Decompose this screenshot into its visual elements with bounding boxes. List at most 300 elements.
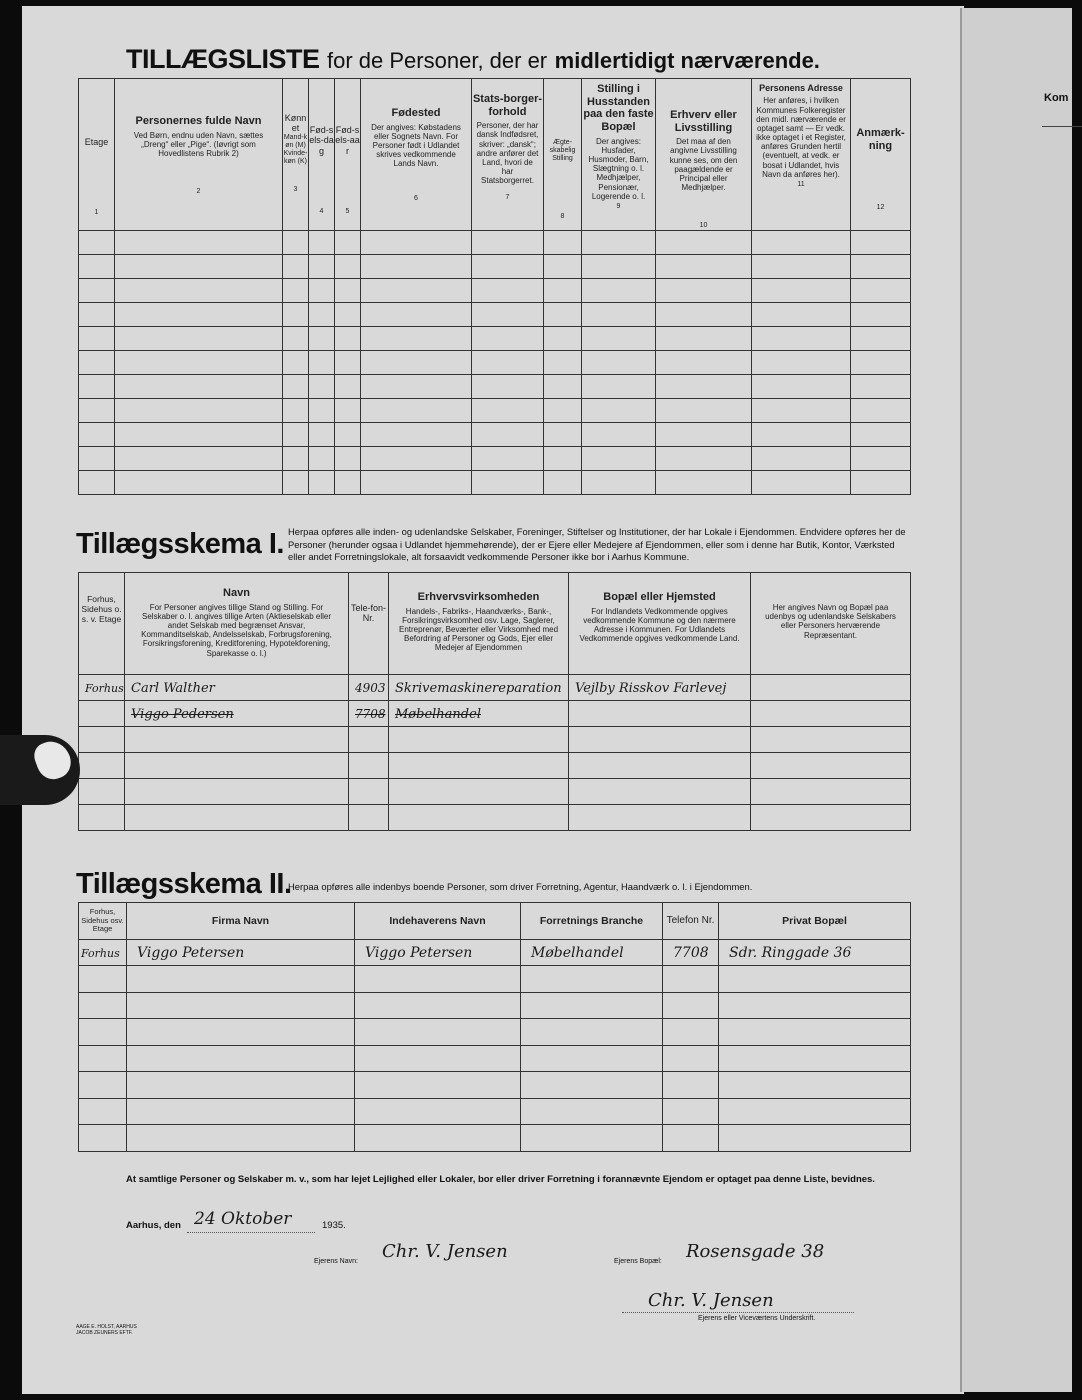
- table-cell: [283, 351, 309, 375]
- adjacent-page-text: Kom: [1044, 92, 1069, 104]
- table-cell: [582, 471, 656, 495]
- table-cell: [851, 423, 911, 447]
- table-cell: [851, 327, 911, 351]
- table-cell: [79, 231, 115, 255]
- table-cell: [309, 327, 335, 351]
- table-row: [79, 231, 911, 255]
- table-cell: [752, 351, 851, 375]
- table-cell: [79, 255, 115, 279]
- table-cell: [751, 727, 911, 753]
- table-cell: [79, 279, 115, 303]
- table-cell: [127, 966, 355, 993]
- table-cell: [663, 939, 719, 966]
- signature-label: Ejerens eller Viceværtens Underskrift.: [698, 1315, 816, 1322]
- table-cell: [355, 939, 521, 966]
- table-cell: [656, 327, 752, 351]
- table-cell: [127, 1072, 355, 1099]
- table-cell: [335, 255, 361, 279]
- table-cell: [663, 1098, 719, 1125]
- table-row: [79, 939, 911, 966]
- table-row: [79, 1098, 911, 1125]
- table-cell: [719, 1098, 911, 1125]
- table-cell: [389, 779, 569, 805]
- table-cell: [355, 1045, 521, 1072]
- table-cell: [389, 675, 569, 701]
- table-cell: [349, 805, 389, 831]
- table-cell: [719, 939, 911, 966]
- thumb-holding-page: [0, 735, 80, 805]
- table-cell: [569, 727, 751, 753]
- handwritten-tlf: 4903: [355, 680, 386, 695]
- table-cell: [751, 753, 911, 779]
- s1-hdr-bopael: Bopæl eller Hjemsted For Indlandets Vedkommende opgives vedkommende Kommune og den nærmere Adresse i Kommunen. For Udlandets Vedkommende opgives vedkommende Land.: [569, 573, 751, 675]
- table-cell: [283, 375, 309, 399]
- table-cell: [851, 303, 911, 327]
- handwritten-navn: Viggo Pedersen: [131, 706, 234, 722]
- year: 1935.: [322, 1220, 346, 1231]
- table-cell: [115, 351, 283, 375]
- adjacent-page-line: [1042, 126, 1082, 127]
- table-cell: [656, 351, 752, 375]
- skema1-intro: Herpaa opføres alle inden- og udenlandske Selskaber, Foreninger, Stiftelser og Institutioner, der har Lokale i Ejendommen. Endvidere opføres her de Personer (herunder ogsaa i Udlandet hjemmehørende), der er Ejere eller Medejere af Ejendommen, eller som i denne har Butik, Kontor, Værksted eller andet Forretningslokale, alt forsaavidt vedkommende Personer ikke bor i Aarhus Kommune.: [288, 526, 906, 563]
- table-cell: [283, 327, 309, 351]
- table-cell: [521, 992, 663, 1019]
- table-cell: [656, 231, 752, 255]
- table-cell: [656, 471, 752, 495]
- main-table: [78, 78, 911, 495]
- handwritten-etage: [79, 708, 85, 721]
- table-cell: [389, 701, 569, 727]
- table-cell: [582, 447, 656, 471]
- table-cell: [79, 966, 127, 993]
- table-cell: [569, 779, 751, 805]
- table-cell: [309, 303, 335, 327]
- table-cell: [125, 779, 349, 805]
- table-cell: [544, 423, 582, 447]
- table-cell: [283, 231, 309, 255]
- table-cell: [752, 255, 851, 279]
- table-cell: [582, 399, 656, 423]
- table-cell: [361, 327, 472, 351]
- table-cell: [309, 279, 335, 303]
- hdr-adresse: Personens Adresse Her anføres, i hvilken Kommunes Folkeregister den midl. nærværende er optaget samt — Er vedk. ikke optaget i et Register, anføres Grunden hertil (eventuelt, at vedk. er bosat i Udlandet, hvis Navn da anføres her). 11: [752, 79, 851, 231]
- table-cell: [544, 255, 582, 279]
- table-cell: [309, 447, 335, 471]
- table-cell: [472, 279, 544, 303]
- table-cell: [719, 992, 911, 1019]
- table-cell: [851, 471, 911, 495]
- table-cell: [656, 447, 752, 471]
- table-cell: [283, 303, 309, 327]
- handwritten-bopael: Vejlby Risskov Farlevej: [575, 680, 727, 696]
- table-cell: [582, 351, 656, 375]
- table-cell: [283, 471, 309, 495]
- table-cell: [582, 423, 656, 447]
- table-cell: [115, 303, 283, 327]
- table-cell: [361, 255, 472, 279]
- table-cell: [355, 966, 521, 993]
- hdr-konnet: Kønnet Mand-køn (M) Kvinde-køn (K) 3: [283, 79, 309, 231]
- table-cell: [663, 1072, 719, 1099]
- hdr-navn: Personernes fulde Navn Ved Børn, endnu uden Navn, sættes „Dreng“ eller „Pige“. (Iøvrigt som Hovedlistens Rubrik 2) 2: [115, 79, 283, 231]
- handwritten-erhverv: Skrivemaskinereparation: [395, 680, 562, 696]
- table-cell: [752, 399, 851, 423]
- table-cell: [355, 992, 521, 1019]
- table-cell: [125, 727, 349, 753]
- table-cell: [851, 255, 911, 279]
- table-cell: [335, 231, 361, 255]
- table-cell: [361, 279, 472, 303]
- table-cell: [309, 471, 335, 495]
- table-cell: [349, 701, 389, 727]
- table-row: [79, 279, 911, 303]
- table-row: [79, 303, 911, 327]
- table-cell: [309, 255, 335, 279]
- table-cell: [719, 1019, 911, 1046]
- table-cell: [544, 375, 582, 399]
- table-cell: [544, 399, 582, 423]
- table-cell: [851, 351, 911, 375]
- table-cell: [656, 399, 752, 423]
- skema2-intro: Herpaa opføres alle indenbys boende Personer, som driver Forretning, Agentur, Haandværk o. l. i Ejendommen.: [288, 881, 753, 892]
- table-cell: [472, 375, 544, 399]
- table-cell: [389, 727, 569, 753]
- table-row: [79, 1019, 911, 1046]
- handwritten-indehaver: Viggo Petersen: [365, 944, 473, 961]
- table-cell: [79, 303, 115, 327]
- table-cell: [349, 727, 389, 753]
- table-cell: [79, 727, 125, 753]
- s2-hdr-bopael: Privat Bopæl: [719, 903, 911, 940]
- table-cell: [79, 992, 127, 1019]
- hdr-erhverv: Erhverv eller Livsstilling Det maa af den angivne Livsstilling kunne ses, om den paagældende er Principal eller Medhjælper. 10: [656, 79, 752, 231]
- table-cell: [283, 255, 309, 279]
- table-cell: [389, 805, 569, 831]
- hdr-fodselsdag: Fød-sels-dag 4: [309, 79, 335, 231]
- table-cell: [125, 805, 349, 831]
- table-cell: [472, 303, 544, 327]
- table-row: [79, 701, 911, 727]
- table-cell: [79, 675, 125, 701]
- table-cell: [656, 303, 752, 327]
- table-cell: [335, 279, 361, 303]
- table-cell: [335, 423, 361, 447]
- table-cell: [125, 753, 349, 779]
- hdr-etage: Etage 1: [79, 79, 115, 231]
- table-cell: [283, 447, 309, 471]
- hdr-aegteskab: Ægte-skabelig Stilling 8: [544, 79, 582, 231]
- table-cell: [752, 303, 851, 327]
- table-cell: [361, 447, 472, 471]
- adjacent-page: [960, 8, 1072, 1392]
- table-row: [79, 327, 911, 351]
- table-row: [79, 255, 911, 279]
- table-cell: [283, 399, 309, 423]
- skema2-header-row: [79, 903, 911, 940]
- place-label: Aarhus, den: [126, 1220, 181, 1231]
- table-cell: [472, 255, 544, 279]
- handwritten-tlf: 7708: [355, 706, 386, 721]
- table-row: [79, 1125, 911, 1152]
- table-cell: [851, 231, 911, 255]
- table-cell: [349, 779, 389, 805]
- table-cell: [309, 423, 335, 447]
- table-cell: [569, 753, 751, 779]
- page-title: [126, 44, 820, 75]
- owner-handwritten: Chr. V. Jensen: [382, 1241, 508, 1262]
- table-cell: [79, 939, 127, 966]
- table-row: [79, 727, 911, 753]
- bopael-label: Ejerens Bopæl:: [614, 1258, 662, 1265]
- table-cell: [752, 231, 851, 255]
- hdr-fodested: Fødested Der angives: Købstadens eller Sognets Navn. For Personer født i Udlandet skrives vedkommende Lands Navn. 6: [361, 79, 472, 231]
- table-cell: [309, 351, 335, 375]
- table-cell: [335, 375, 361, 399]
- table-cell: [569, 805, 751, 831]
- table-cell: [656, 375, 752, 399]
- table-cell: [389, 753, 569, 779]
- handwritten-erhverv: Møbelhandel: [395, 706, 481, 722]
- table-cell: [582, 255, 656, 279]
- table-row: [79, 753, 911, 779]
- table-cell: [582, 231, 656, 255]
- table-cell: [115, 255, 283, 279]
- table-cell: [115, 471, 283, 495]
- table-cell: [115, 279, 283, 303]
- table-cell: [544, 279, 582, 303]
- table-row: [79, 675, 911, 701]
- table-cell: [751, 675, 911, 701]
- table-cell: [79, 1125, 127, 1152]
- table-row: [79, 805, 911, 831]
- table-cell: [569, 701, 751, 727]
- handwritten-bopael: Sdr. Ringgade 36: [729, 944, 852, 961]
- title-rest: for de Personer, der er: [327, 48, 548, 73]
- table-cell: [751, 701, 911, 727]
- hdr-fodselsaar: Fød-sels-aar 5: [335, 79, 361, 231]
- table-cell: [79, 805, 125, 831]
- table-cell: [719, 1072, 911, 1099]
- handwritten-etage: Forhus: [85, 681, 124, 695]
- skema2-table: [78, 902, 911, 1152]
- table-cell: [582, 375, 656, 399]
- s1-hdr-navn: Navn For Personer angives tillige Stand og Stilling. For Selskaber o. l. angives tillige Arten (Aktieselskab eller andet Selskab med begrænset Ansvar, Kommanditselskab, Andelsselskab, Forbrugsforening, Forsikringsforening, Kreditforening, Hypotekforening, Sparekasse o. l.): [125, 573, 349, 675]
- table-cell: [751, 779, 911, 805]
- table-cell: [472, 231, 544, 255]
- table-cell: [521, 939, 663, 966]
- table-cell: [335, 327, 361, 351]
- table-cell: [851, 279, 911, 303]
- table-cell: [127, 939, 355, 966]
- table-row: [79, 779, 911, 805]
- date-line: [187, 1232, 315, 1233]
- signature-line: [622, 1312, 854, 1313]
- table-cell: [115, 231, 283, 255]
- table-cell: [851, 399, 911, 423]
- table-cell: [752, 279, 851, 303]
- table-cell: [752, 375, 851, 399]
- table-row: [79, 399, 911, 423]
- skema1-header-row: [79, 573, 911, 675]
- table-cell: [127, 1045, 355, 1072]
- table-cell: [127, 992, 355, 1019]
- table-cell: [361, 399, 472, 423]
- table-row: [79, 423, 911, 447]
- table-cell: [125, 675, 349, 701]
- table-cell: [283, 423, 309, 447]
- table-cell: [79, 701, 125, 727]
- s2-hdr-firma: Firma Navn: [127, 903, 355, 940]
- table-cell: [719, 1125, 911, 1152]
- table-cell: [544, 471, 582, 495]
- skema2-title: Tillægsskema II.: [76, 868, 292, 900]
- s1-hdr-repr: Her angives Navn og Bopæl paa udenbys og udenlandske Selskabers eller Personers herværende Repræsentant.: [751, 573, 911, 675]
- form-page: [22, 6, 964, 1394]
- table-cell: [582, 279, 656, 303]
- table-cell: [115, 423, 283, 447]
- table-cell: [663, 992, 719, 1019]
- table-cell: [335, 303, 361, 327]
- handwritten-bopael: [569, 707, 575, 722]
- table-cell: [521, 1019, 663, 1046]
- table-cell: [521, 1045, 663, 1072]
- table-cell: [79, 351, 115, 375]
- table-cell: [472, 423, 544, 447]
- table-cell: [752, 471, 851, 495]
- table-cell: [79, 1045, 127, 1072]
- owner-label: Ejerens Navn:: [314, 1258, 358, 1265]
- table-cell: [544, 327, 582, 351]
- bopael-handwritten: Rosensgade 38: [686, 1241, 825, 1262]
- table-cell: [663, 1125, 719, 1152]
- table-cell: [355, 1072, 521, 1099]
- table-cell: [851, 375, 911, 399]
- table-cell: [79, 1098, 127, 1125]
- table-row: [79, 447, 911, 471]
- handwritten-navn: Carl Walther: [131, 680, 215, 696]
- table-cell: [361, 423, 472, 447]
- table-cell: [656, 255, 752, 279]
- table-cell: [127, 1125, 355, 1152]
- table-cell: [544, 447, 582, 471]
- main-table-body: [79, 231, 911, 495]
- table-cell: [283, 279, 309, 303]
- table-cell: [472, 447, 544, 471]
- table-cell: [752, 423, 851, 447]
- table-cell: [79, 375, 115, 399]
- table-cell: [663, 1045, 719, 1072]
- table-cell: [309, 399, 335, 423]
- s2-hdr-etage: Forhus, Sidehus osv. Etage: [79, 903, 127, 940]
- table-row: [79, 1072, 911, 1099]
- table-cell: [335, 447, 361, 471]
- table-cell: [115, 399, 283, 423]
- skema1-title: Tillægsskema I.: [76, 528, 284, 560]
- table-cell: [719, 966, 911, 993]
- s2-hdr-branche: Forretnings Branche: [521, 903, 663, 940]
- table-cell: [361, 471, 472, 495]
- table-cell: [335, 351, 361, 375]
- table-cell: [569, 675, 751, 701]
- printer-mark: AAGE E. HOLST, AARHUS JACOB ZEUNERS EFTF.: [76, 1324, 137, 1336]
- table-cell: [355, 1125, 521, 1152]
- table-cell: [335, 471, 361, 495]
- hdr-anmaerkning: Anmærk-ning 12: [851, 79, 911, 231]
- table-cell: [79, 471, 115, 495]
- table-cell: [79, 1019, 127, 1046]
- handwritten-firma: Viggo Petersen: [137, 944, 245, 961]
- handwritten-branche: Møbelhandel: [531, 944, 624, 961]
- table-row: [79, 351, 911, 375]
- hdr-stilling: Stilling i Husstanden paa den faste Bopæl Der angives: Husfader, Husmoder, Barn, Slægtning o. l. Medhjælper, Pensionær, Logerende o. l. 9: [582, 79, 656, 231]
- signature-handwritten: Chr. V. Jensen: [648, 1290, 774, 1311]
- table-cell: [115, 327, 283, 351]
- table-cell: [125, 701, 349, 727]
- table-cell: [472, 351, 544, 375]
- table-cell: [361, 351, 472, 375]
- table-cell: [79, 399, 115, 423]
- skema1-table: [78, 572, 911, 831]
- table-cell: [349, 753, 389, 779]
- s1-hdr-etage: Forhus, Sidehus o. s. v. Etage: [79, 573, 125, 675]
- table-row: [79, 966, 911, 993]
- table-cell: [355, 1098, 521, 1125]
- table-row: [79, 471, 911, 495]
- table-cell: [79, 1072, 127, 1099]
- table-cell: [582, 303, 656, 327]
- table-cell: [521, 1098, 663, 1125]
- table-cell: [752, 447, 851, 471]
- title-main: TILLÆGSLISTE: [126, 44, 320, 74]
- table-cell: [472, 399, 544, 423]
- table-cell: [79, 779, 125, 805]
- table-cell: [544, 231, 582, 255]
- handwritten-tlf: 7708: [673, 944, 709, 961]
- table-cell: [544, 351, 582, 375]
- table-cell: [582, 327, 656, 351]
- table-cell: [752, 327, 851, 351]
- main-table-header-row: [79, 79, 911, 231]
- table-cell: [719, 1045, 911, 1072]
- table-cell: [521, 1072, 663, 1099]
- table-cell: [361, 231, 472, 255]
- table-cell: [472, 471, 544, 495]
- table-cell: [127, 1098, 355, 1125]
- table-cell: [115, 375, 283, 399]
- handwritten-etage: Forhus: [81, 946, 120, 960]
- s2-hdr-indehaver: Indehaverens Navn: [355, 903, 521, 940]
- table-cell: [127, 1019, 355, 1046]
- table-cell: [79, 753, 125, 779]
- s1-hdr-erhverv: Erhvervsvirksomheden Handels-, Fabriks-, Haandværks-, Bank-, Forsikringsvirksomhed osv. Lage, Saglerer, Entreprenør, Beværter eller Virksomhed med Befordring af Personer og Gods, Ejer eller Medejer af Ejendommen: [389, 573, 569, 675]
- date-handwritten: 24 Oktober: [194, 1209, 292, 1229]
- table-cell: [361, 303, 472, 327]
- table-cell: [309, 375, 335, 399]
- table-cell: [663, 966, 719, 993]
- declaration: At samtlige Personer og Selskaber m. v., som har lejet Lejlighed eller Lokaler, bor eller driver Forretning i forannævnte Ejendom er optaget paa denne Liste, bevidnes.: [126, 1174, 875, 1185]
- title-bold-end: midlertidigt nærværende.: [554, 48, 820, 73]
- table-cell: [115, 447, 283, 471]
- s1-hdr-telefon: Tele-fon-Nr.: [349, 573, 389, 675]
- s2-hdr-telefon: Telefon Nr.: [663, 903, 719, 940]
- table-row: [79, 992, 911, 1019]
- skema1-body: [79, 675, 911, 831]
- table-cell: [349, 675, 389, 701]
- table-row: [79, 375, 911, 399]
- table-cell: [521, 1125, 663, 1152]
- table-cell: [79, 447, 115, 471]
- table-cell: [663, 1019, 719, 1046]
